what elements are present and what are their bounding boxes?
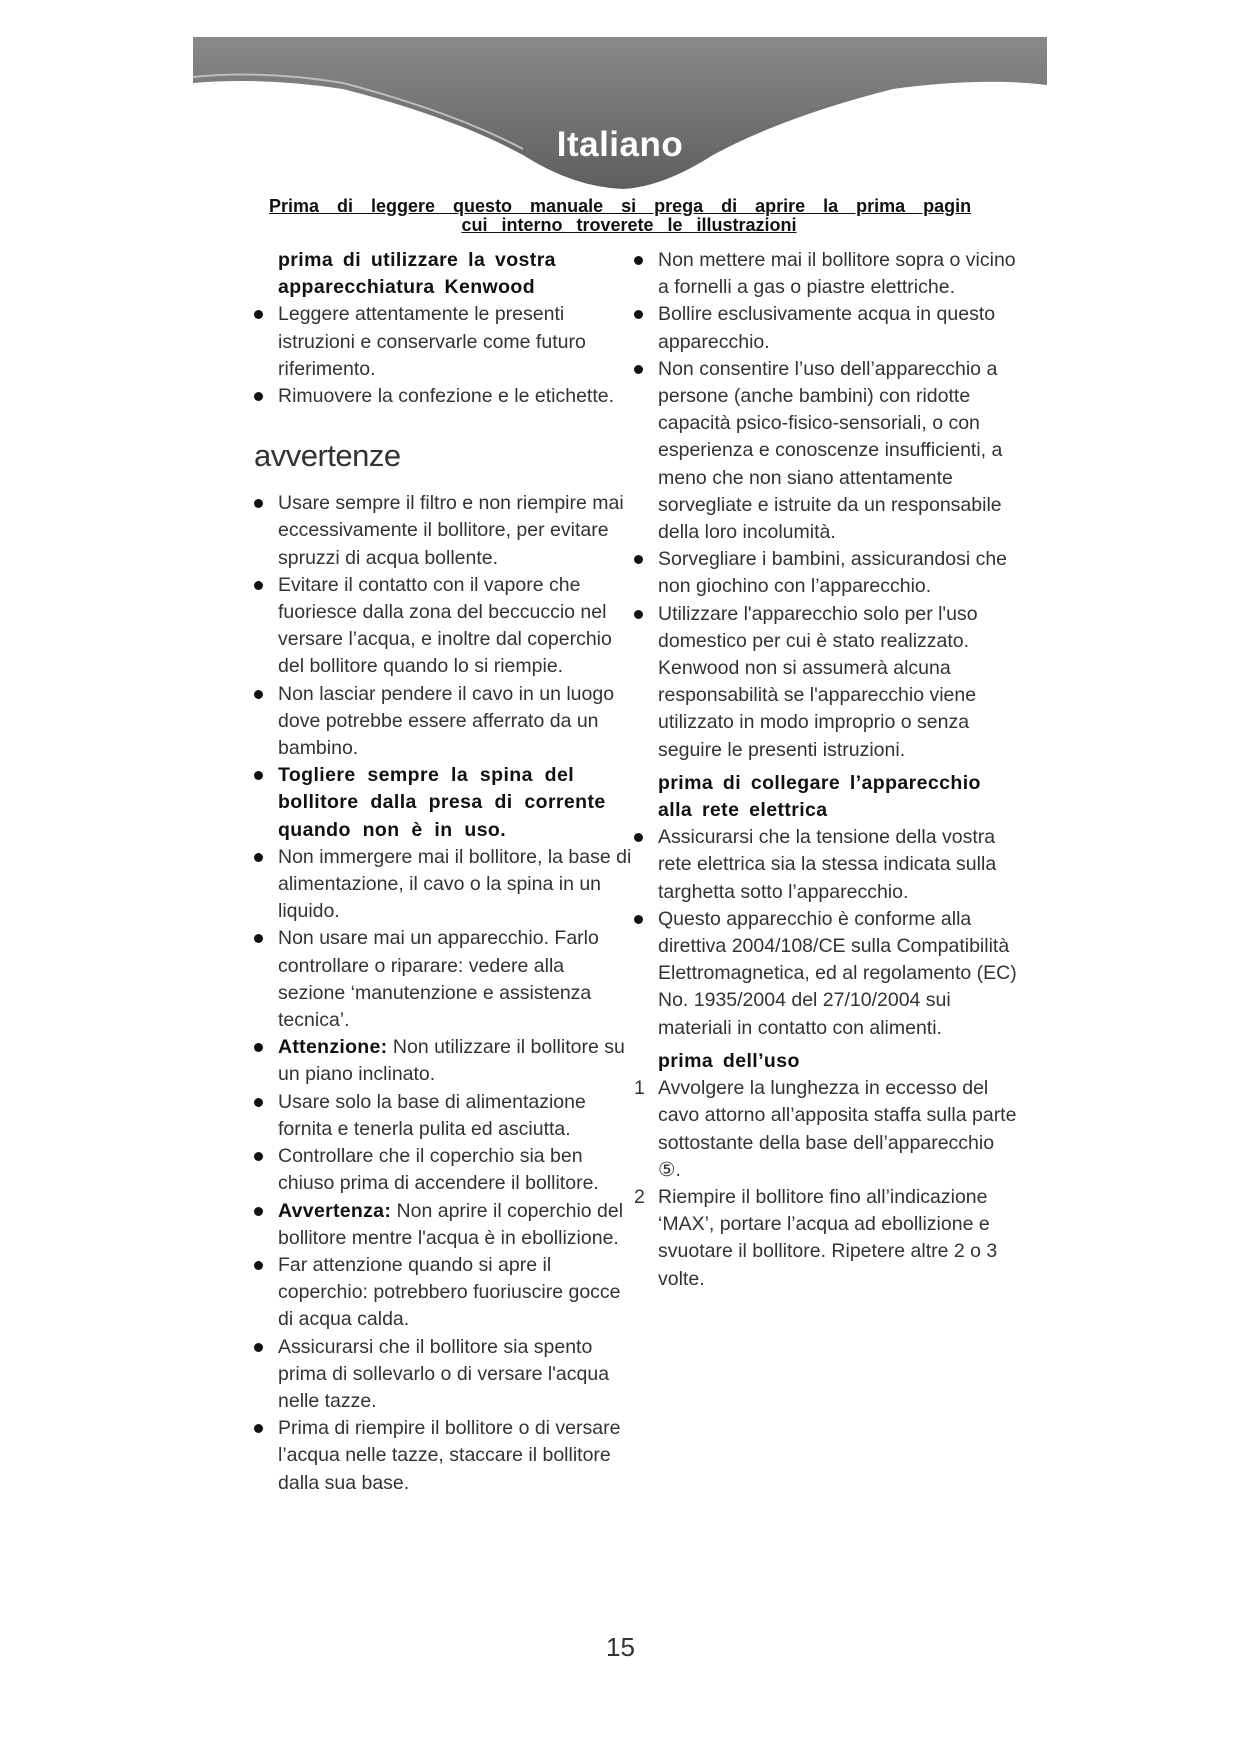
header-band [193, 37, 1047, 197]
list-item: Leggere attentamente le presenti istruzioni e conservarle come futuro riferimento. [254, 301, 634, 383]
step-number: 1 [634, 1077, 645, 1100]
language-title: Italiano [556, 125, 684, 164]
left-column [254, 247, 634, 1497]
list-item [254, 1198, 634, 1252]
warning-label: Avvertenza: [278, 1199, 392, 1222]
heading-before-connecting: prima di collegare l’apparecchio alla rete elettrica [658, 771, 981, 822]
step-number: 2 [634, 1185, 645, 1208]
list-item-bold: Togliere sempre la spina del bollitore dalla presa di corrente quando non è in uso. [254, 762, 634, 844]
list-item: Far attenzione quando si apre il coperchio: potrebbero fuoriuscire gocce di acqua calda. [254, 1252, 634, 1334]
page-number: 15 [606, 1632, 635, 1662]
list-item: Utilizzare l'apparecchio solo per l'uso domestico per cui è stato realizzato. Kenwood non si assumerà alcuna responsabilità se l'apparecchio viene utilizzato in modo improprio o senza seguire le presenti istruzioni. [634, 601, 1019, 764]
list-item [254, 1034, 634, 1088]
attention-label: Attenzione: [278, 1036, 388, 1059]
list-item: Non immergere mai il bollitore, la base di alimentazione, il cavo o la spina in un liquido. [254, 844, 634, 926]
list-item: Usare sempre il filtro e non riempire mai eccessivamente il bollitore, per evitare spruzzi di acqua bollente. [254, 490, 634, 572]
attention-text: Non utilizzare il bollitore su un piano inclinato. [278, 1036, 625, 1086]
list-item: Non consentire l’uso dell’apparecchio a persone (anche bambini) con ridotte capacità psico-fisico-sensoriali, o con esperienza e conoscenze insufficienti, a meno che non siano attentamente sorvegliate e istruite da un responsabile della loro incolumità. [634, 356, 1019, 546]
list-item: Assicurarsi che il bollitore sia spento prima di sollevarlo o di versare l'acqua nelle tazze. [254, 1334, 634, 1416]
list-item: Non usare mai un apparecchio. Farlo controllare o riparare: vedere alla sezione ‘manutenzione e assistenza tecnica’. [254, 925, 634, 1034]
warnings-list [254, 490, 634, 1497]
before-use-steps [634, 1075, 1019, 1293]
heading-before-use: prima dell’uso [658, 1049, 800, 1072]
list-item: Non lasciar pendere il cavo in un luogo dove potrebbe essere afferrato da un bambino. [254, 681, 634, 763]
list-item: Assicurarsi che la tensione della vostra rete elettrica sia la stessa indicata sulla targhetta sotto l’apparecchio. [634, 824, 1019, 906]
intro-line-1: Prima di leggere questo manuale si prega di aprire la prima pagin [269, 197, 972, 216]
list-item: Usare solo la base di alimentazione fornita e tenerla pulita ed asciutta. [254, 1089, 634, 1143]
pre-use-list [254, 301, 634, 410]
intro-line-2: cui interno troverete le illustrazioni [461, 215, 797, 235]
step-text: Riempire il bollitore fino all’indicazione ‘MAX’, portare l’acqua ad ebollizione e svuotare il bollitore. Ripetere altre 2 o 3 volte. [658, 1185, 998, 1290]
heading-before-use-appliance: prima di utilizzare la vostra apparecchiatura Kenwood [278, 249, 556, 299]
right-column [634, 247, 1019, 1293]
list-item: Rimuovere la confezione e le etichette. [254, 383, 634, 410]
section-title-warnings: avvertenze [254, 438, 401, 474]
list-item: Non mettere mai il bollitore sopra o vicino a fornelli a gas o piastre elettriche. [634, 247, 1019, 301]
list-item: Controllare che il coperchio sia ben chiuso prima di accendere il bollitore. [254, 1143, 634, 1197]
step-text: Avvolgere la lunghezza in eccesso del cavo attorno all’apposita staffa sulla parte sottostante della base dell’apparecchio ⑤. [658, 1077, 1017, 1181]
list-item: Prima di riempire il bollitore o di versare l’acqua nelle tazze, staccare il bollitore dalla sua base. [254, 1415, 634, 1497]
connection-list [634, 824, 1019, 1042]
step-item [634, 1075, 1019, 1184]
warning-text: Non aprire il coperchio del bollitore mentre l'acqua è in ebollizione. [278, 1199, 624, 1249]
list-item: Sorvegliare i bambini, assicurandosi che non giochino con l’apparecchio. [634, 546, 1019, 600]
warnings-list-continued [634, 247, 1019, 764]
intro-notice [269, 197, 1129, 235]
list-item: Evitare il contatto con il vapore che fuoriesce dalla zona del beccuccio nel versare l’acqua, e inoltre dal coperchio del bollitore quando lo si riempie. [254, 572, 634, 681]
list-item: Bollire esclusivamente acqua in questo apparecchio. [634, 301, 1019, 355]
step-item [634, 1184, 1019, 1293]
list-item: Questo apparecchio è conforme alla direttiva 2004/108/CE sulla Compatibilità Elettromagnetica, ed al regolamento (EC) No. 1935/2004 del 27/10/2004 sui materiali in contatto con alimenti. [634, 906, 1019, 1042]
header-curve-shape [193, 37, 1047, 197]
